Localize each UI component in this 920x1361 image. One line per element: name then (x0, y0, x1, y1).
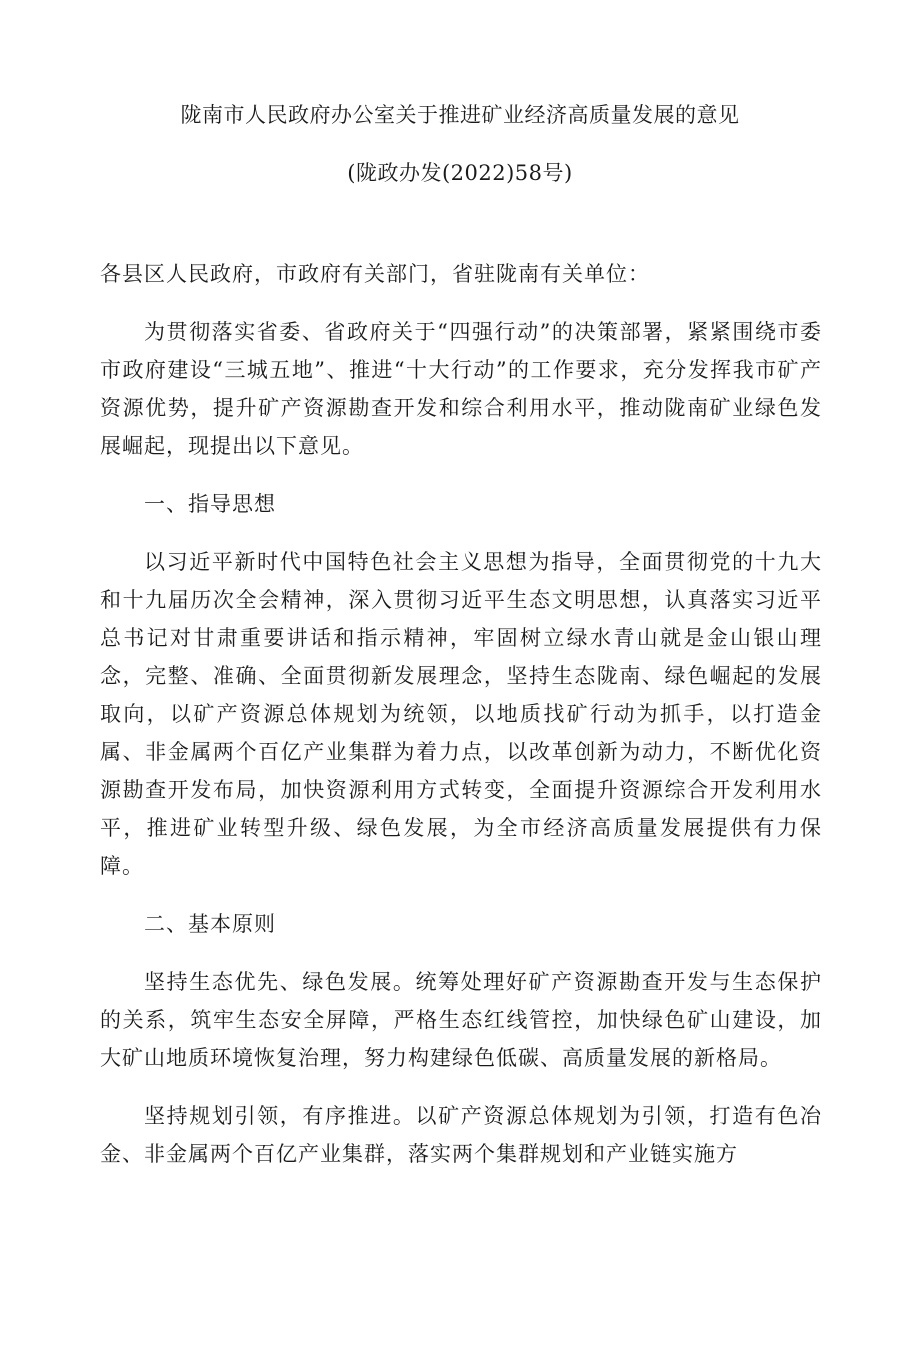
document-title: 陇南市人民政府办公室关于推进矿业经济高质量发展的意见 (180, 103, 740, 127)
paragraph-principle-planning: 坚持规划引领，有序推进。以矿产资源总体规划为引领，打造有色冶金、非金属两个百亿产业集群，落实两个集群规划和产业链实施方 (100, 1104, 822, 1166)
section-heading-basic-principles: 二、基本原则 (144, 912, 276, 936)
paragraph-principle-ecology: 坚持生态优先、绿色发展。统筹处理好矿产资源勘查开发与生态保护的关系，筑牢生态安全屏障，严格生态红线管控，加快绿色矿山建设，加大矿山地质环境恢复治理，努力构建绿色低碳、高质量发展的新格局。 (100, 970, 822, 1070)
paragraph-intro: 为贯彻落实省委、省政府关于“四强行动”的决策部署，紧紧围绕市委市政府建设“三城五地”、推进“十大行动”的工作要求，充分发挥我市矿产资源优势，提升矿产资源勘查开发和综合利用水平，推动陇南矿业绿色发展崛起，现提出以下意见。 (100, 320, 822, 458)
document-body (100, 255, 822, 1193)
paragraph-guiding-ideology: 以习近平新时代中国特色社会主义思想为指导，全面贯彻党的十九大和十九届历次全会精神，深入贯彻习近平生态文明思想，认真落实习近平总书记对甘肃重要讲话和指示精神，牢固树立绿水青山就是金山银山理念，完整、准确、全面贯彻新发展理念，坚持生态陇南、绿色崛起的发展取向，以矿产资源总体规划为统领，以地质找矿行动为抓手，以打造金属、非金属两个百亿产业集群为着力点，以改革创新为动力，不断优化资源勘查开发布局，加快资源利用方式转变，全面提升资源综合开发利用水平，推进矿业转型升级、绿色发展，为全市经济高质量发展提供有力保障。 (100, 550, 822, 878)
salutation: 各县区人民政府，市政府有关部门，省驻陇南有关单位： (100, 262, 650, 286)
section-heading-guiding-ideology: 一、指导思想 (144, 492, 276, 516)
document-number: (陇政办发(2022)58号) (347, 161, 573, 185)
